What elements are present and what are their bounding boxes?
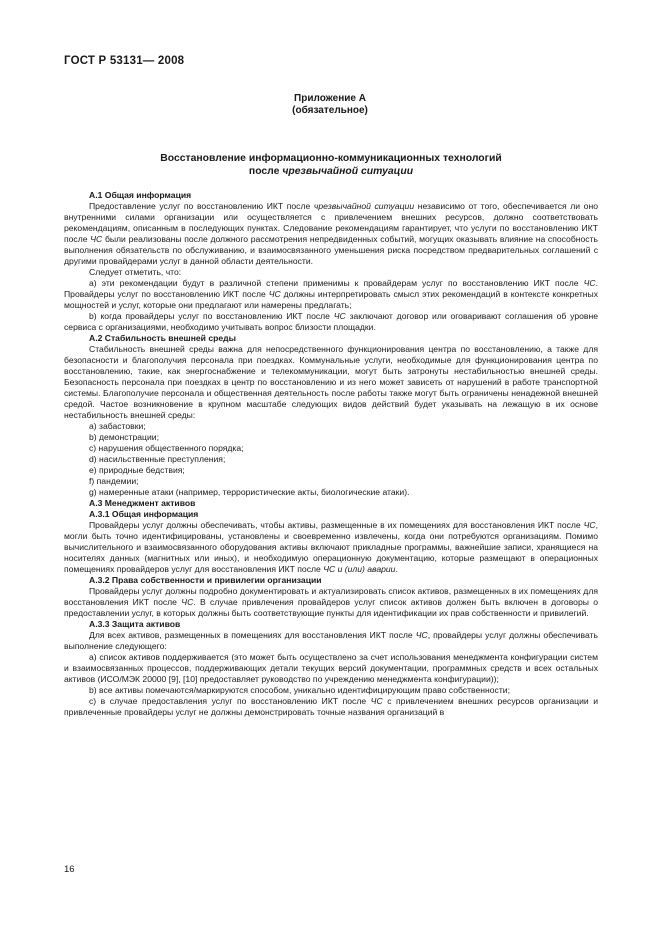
text-run: , могли быть точно идентифицированы, установлены и своевременно извлечены, когда они потребуются организациям. Помимо вычислительного и взаимосвязанного оборудования активы включают прикладные программы, важнейшие записи, хранящиеся на носителях данных (магнитных или иных), и необходимую операционную документацию, которые размещают в операционных помещениях провайдеров услуг для восстановления ИКТ после — [64, 520, 598, 574]
text-run: . Провайдеры услуг по восстановлению ИКТ после — [64, 278, 598, 299]
section-heading: А.3 Менеджмент активов — [89, 498, 196, 508]
annex-status: (обязательное) — [292, 105, 368, 116]
section-heading: А.1 Общая информация — [89, 190, 192, 200]
list-item: с) нарушения общественного порядка; — [89, 443, 244, 453]
text-run-italic: ЧС — [268, 289, 281, 299]
text-run-italic: ЧС — [181, 597, 194, 607]
list-item — [64, 696, 598, 718]
text-run: были реализованы после должного рассмотрения непредвиденных событий, могущих оказывать влияние на способность выполнения обязательств по обслуживанию, и взаимосвязанного уменьшения риска посредством предварительных соглашений с другими провайдерами услуг в данной области деятельности. — [64, 234, 598, 266]
text-run: . — [395, 564, 398, 574]
paragraph — [64, 586, 598, 619]
text-run: Провайдеры услуг должны обеспечивать, чтобы активы, размещенные в их помещениях для восстановления ИКТ после — [89, 520, 584, 530]
title-line-2-prefix: после — [248, 165, 283, 177]
text-run-italic: ЧС — [583, 520, 596, 530]
text-run-italic: ЧС и (или) аварии — [323, 564, 396, 574]
text-run: b) когда провайдеры услуг по восстановлению ИКТ после — [89, 311, 334, 321]
text-run: Для всех активов, размещенных в помещениях для восстановления ИКТ после — [89, 630, 416, 640]
text-run: с) в случае предоставления услуг по восстановлению ИКТ после — [89, 696, 371, 706]
list-item: е) природные бедствия; — [89, 465, 185, 475]
text-run-italic: ЧС — [333, 311, 346, 321]
paragraph — [64, 201, 598, 267]
text-run: заключают договор или оговаривают соглашения об уровне сервиса с организациями, необходимо учитывать вопрос близости площадки. — [64, 311, 598, 332]
paragraph: Стабильность внешней среды важна для непосредственного функционирования центра по восстановлению, а также для безопасности и благополучия персонала при поездках. Коммунальные услуги, необходимые для функционирования центра по восстановлению, такие, как энергоснабжение и телекоммуникации, могут быть затронуты нестабильностью внешней среды. Безопасность персонала при поездках в центр по восстановлению и из него может зависеть от нарушений в работе транспортной системы. Благополучие персонала и общественная деятельность после работы также могут быть ограничены ненадежной внешней средой. Частое возникновение в крупном масштабе следующих видов действий будет указывать на лежащую в их основе нестабильность внешней среды: — [64, 344, 598, 420]
text-run-italic: ЧС — [583, 278, 596, 288]
standard-designation: ГОСТ Р 53131— 2008 — [64, 55, 185, 67]
paragraph — [64, 520, 598, 575]
subsection-heading: А.3.3 Защита активов — [89, 619, 181, 629]
paragraph — [64, 630, 598, 652]
text-run: должны интерпретировать смысл этих рекомендаций в контексте конкретных мощностей и услуг, которые они предлагают или намерены предлагать; — [64, 289, 598, 310]
page-number: 16 — [64, 864, 75, 875]
title-line-2-italic: чрезвычайной ситуации — [282, 165, 414, 177]
list-item: d) насильственные преступления; — [89, 454, 226, 464]
list-item: b) все активы помечаются/маркируются способом, уникально идентифицирующим право собственности; — [89, 685, 510, 695]
document-title — [0, 153, 662, 178]
list-item: b) демонстрации; — [89, 432, 159, 442]
title-line-2 — [0, 166, 662, 179]
list-item — [64, 278, 598, 311]
text-run: , провайдеры услуг должны обеспечивать выполнение следующего: — [64, 630, 598, 651]
paragraph: Следует отметить, что: — [89, 267, 182, 277]
text-run: Предоставление услуг по восстановлению ИКТ после — [89, 201, 314, 211]
text-run: с привлечением внешних ресурсов организации и привлеченные провайдеры услуг не должны демонстрировать точные названия организаций в — [64, 696, 598, 717]
list-item: g) намеренные атаки (например, террористические акты, биологические атаки). — [89, 487, 410, 497]
annex-header — [0, 93, 662, 117]
text-run: а) эти рекомендации будут в различной степени применимы к провайдерам услуг по восстановлению ИКТ после — [89, 278, 584, 288]
text-run-italic: ЧС — [370, 696, 383, 706]
text-run: независимо от того, обеспечивается ли оно внутренними силами организации или осуществляется с привлечением внешних ресурсов, должно соответствовать рекомендациям, описанным в последующих пунктах. Следование рекомендациям гарантирует, что услуги по восстановлению ИКТ после — [64, 201, 598, 244]
subsection-heading: А.3.1 Общая информация — [89, 509, 199, 519]
list-item: а) список активов поддерживается (это может быть осуществлено за счет использования менеджмента конфигурации систем и взаимосвязанных процессов, поддерживающих детали текущих версий документации, программных средств и всех остальных активов (ИСО/МЭК 20000 [9], [10] предоставляет руководство по учреждению менеджмента конфигурации)); — [64, 652, 598, 684]
section-heading: А.2 Стабильность внешней среды — [89, 333, 236, 343]
text-run-italic: ЧС — [415, 630, 428, 640]
annex-title: Приложение А — [294, 93, 366, 104]
list-item: а) забастовки; — [89, 421, 146, 431]
text-run-italic: ЧС — [90, 234, 103, 244]
text-run-italic: чрезвычайной ситуации — [313, 201, 415, 211]
text-run: Провайдеры услуг должны подробно документировать и актуализировать список активов, размещенных в их помещениях для восстановления ИКТ после — [64, 586, 598, 607]
list-item: f) пандемии; — [89, 476, 139, 486]
title-line-1: Восстановление информационно-коммуникационных технологий — [160, 153, 502, 164]
subsection-heading: А.3.2 Права собственности и привилегии организации — [89, 575, 322, 585]
list-item — [64, 311, 598, 333]
document-body — [64, 190, 598, 718]
text-run: . В случае привлечения провайдеров услуг список активов должен быть включен в договоры о предоставлении услуг, в которых должны быть соответствующие пункты для идентификации их прав собственности и привилегий. — [64, 597, 598, 618]
